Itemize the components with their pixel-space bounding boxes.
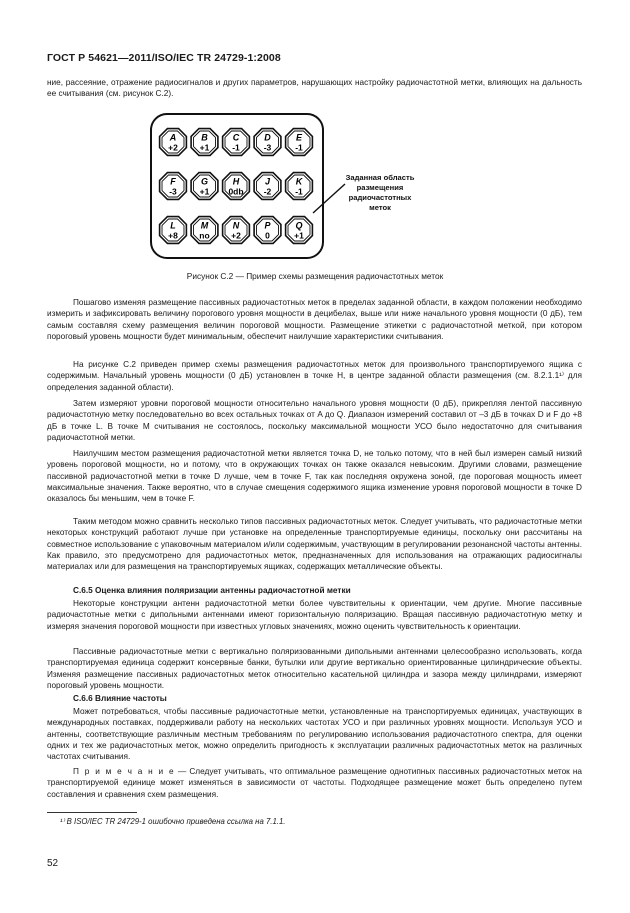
tag-threshold-value: -1 <box>295 186 303 197</box>
area-label-line-4: меток <box>369 203 391 212</box>
tag-threshold-value: 0db <box>228 186 244 197</box>
paragraph-4: Наилучшим местом размещения радиочастотной метки является точка D, не только потому, что в ней был измерен самый низкий уровень пороговой мощности, но и потому, что в окружающих точках он также оказался невысоким. Другими словами, размещение пассивной радиочастотной метки в точке D лучше, чем в точке F, так как последняя окружена зоной, где пороговая мощность имеет максимальные значения. Также вероятно, что в случае смещения содержимого ящика изменение уровня пороговой мощности в точке D оказалось бы меньшим, чем в точке F. <box>47 449 582 504</box>
tag-cell-B <box>191 129 218 156</box>
tag-letter: C <box>232 132 240 143</box>
tag-letter: F <box>170 176 176 187</box>
figure-c2 <box>149 112 469 262</box>
tag-threshold-value: -3 <box>169 186 177 197</box>
tag-threshold-value: +1 <box>294 230 304 241</box>
paragraph-5: Таким методом можно сравнить несколько типов пассивных радиочастотных меток. Следует учитывать, что радиочастотные метки некоторых конструкций работают лучше при установке на определенные транспортируемые единицы, поскольку они рассчитаны на совместное использование с упаковочным материалом и/или содержимым, участвующим в регулировании резонансной частоты антенны. Как правило, это предусмотрено для радиочастотных меток, предназначенных для использования на отражающих радиосигналы материалах или для размещения на транспортируемых ящиках, содержащих металлические объекты. <box>47 517 582 572</box>
tag-threshold-value: +8 <box>168 230 178 241</box>
tag-placement-diagram <box>149 112 469 262</box>
section-heading-c65: С.6.5 Оценка влияния поляризации антенны радиочастотной метки <box>73 586 351 595</box>
tag-cell-L <box>160 217 187 244</box>
tag-cell-A <box>160 129 187 156</box>
note-label: П р и м е ч а н и е <box>73 767 175 776</box>
tag-threshold-value: -3 <box>263 142 272 153</box>
tag-letter: E <box>295 132 303 143</box>
tag-letter: J <box>264 176 271 187</box>
document-header: ГОСТ Р 54621—2011/ISO/IEC TR 24729-1:2008 <box>47 52 281 64</box>
tag-threshold-value: +2 <box>231 230 241 241</box>
tag-threshold-value: +1 <box>199 142 210 153</box>
tag-cell-F <box>160 173 187 200</box>
tag-threshold-value: -1 <box>232 142 240 153</box>
tag-letter: D <box>264 132 271 143</box>
section-heading-c66: С.6.6 Влияние частоты <box>73 694 167 703</box>
tag-cell-J <box>254 173 281 200</box>
tag-letter: P <box>264 220 271 231</box>
area-label-line-2: размещения <box>356 183 404 192</box>
tag-cell-G <box>191 173 218 200</box>
tag-letter: L <box>170 220 176 231</box>
note-text: — Следует учитывать, что оптимальное размещение однотипных пассивных радиочастотных меток на транспортируемой единице может изменяться в зависимости от частоты. Подходящее размещение может быть определено путем составления и сравнения схем размещения. <box>47 767 582 799</box>
tag-threshold-value: -1 <box>295 142 303 153</box>
area-label-line-1: Заданная область <box>345 173 415 182</box>
note-paragraph <box>47 766 582 800</box>
tag-threshold-value: -2 <box>263 186 272 197</box>
tag-cell-P <box>254 217 281 244</box>
paragraph-2: На рисунке С.2 приведен пример схемы размещения радиочастотных меток для произвольного транспортируемого ящика с содержимым. Начальный уровень мощности (0 дБ) установлен в точке H, в центре заданной области размещения (см. 8.2.1.1¹⁾ для определения заданной области). <box>47 360 582 392</box>
tag-letter: A <box>169 132 177 143</box>
tag-letter: M <box>200 220 209 231</box>
tag-letter: G <box>200 176 209 187</box>
paragraph-1: Пошагово изменяя размещение пассивных радиочастотных меток в пределах заданной области, в каждом положении необходимо измерить и зафиксировать величину порогового уровня мощности в децибелах, выше или ниже начального уровня мощности (0 дБ), тем самым составляя схему размещения величин пороговой мощности. Размещение этикетки с радиочастотной меткой, при котором пороговый уровень мощности будет минимальным, обеспечит наилучшие характеристики считывания. <box>47 298 582 341</box>
tag-letter: K <box>295 176 303 187</box>
tag-letter: H <box>232 176 240 187</box>
tag-letter: Q <box>295 220 303 231</box>
tag-letter: N <box>232 220 240 231</box>
tag-threshold-value: no <box>199 230 210 241</box>
tag-cell-H <box>223 173 250 200</box>
tag-threshold-value: +1 <box>199 186 210 197</box>
tag-cell-C <box>223 129 250 156</box>
tag-threshold-value: +2 <box>168 142 178 153</box>
tag-letter: B <box>201 132 208 143</box>
tag-threshold-value: 0 <box>265 230 270 241</box>
tag-cell-Q <box>286 217 313 244</box>
footnote-divider <box>47 812 137 813</box>
paragraph-7: Пассивные радиочастотные метки с вертикально поляризованными дипольными антеннами целесообразно использовать, когда транспортируемая единица содержит консервные банки, бутылки или другие вертикально ориентированные цилиндрические объекты. Изменяя размещение пассивных радиочастотных меток относительно касательной цилиндра и зазора между цилиндрами, измеряют пороговый уровень мощности. <box>47 647 582 690</box>
area-label-line-3: радиочастотных <box>348 193 412 202</box>
page-number: 52 <box>47 858 59 869</box>
tag-cell-D <box>254 129 281 156</box>
intro-paragraph: ние, рассеяние, отражение радиосигналов и других параметров, нарушающих настройку радиочастотной метки, влияющих на дальность ее считывания (см. рисунок С.2). <box>47 78 582 99</box>
tag-cell-K <box>286 173 313 200</box>
tag-cell-N <box>223 217 250 244</box>
figure-caption: Рисунок С.2 — Пример схемы размещения радиочастотных меток <box>186 271 444 281</box>
paragraph-6: Некоторые конструкции антенн радиочастотной метки более чувствительны к ориентации, чем другие. Многие пассивные радиочастотные метки с дипольными антеннами имеют горизонтальную поляризацию. Вращая пассивную радиочастотную метку и измеряя значения пороговой мощности при известных угловых значениях, можно оценить чувствительность к ориентации. <box>47 599 582 631</box>
paragraph-3: Затем измеряют уровни пороговой мощности относительно начального уровня мощности (0 дБ), прикрепляя лентой пассивную радиочастотную метку последовательно во всех остальных точках от A до Q. Диапазон измерений составил от –3 дБ в точках D и F до +8 дБ в точке L. В точке M считывания не состоялось, поскольку максимальной мощности УСО было недостаточно для считывания радиочастотной метки. <box>47 399 582 442</box>
footnote: ¹⁾ В ISO/IEC TR 24729-1 ошибочно приведена ссылка на 7.1.1. <box>60 817 286 826</box>
tag-cell-E <box>286 129 313 156</box>
tag-cell-M <box>191 217 218 244</box>
paragraph-8: Может потребоваться, чтобы пассивные радиочастотные метки, установленные на транспортируемых единицах, участвующих в международных поставках, поддерживали работу на нескольких частотах УСО и при различных уровнях мощности. Используя УСО и антенны, соответствующие различным местным требованиям по регулированию использования радиочастотного спектра, для оценки одних и тех же радиочастотных меток, можно определить пригодность к эксплуатации различных радиочастотных меток на различных частотах считывания. <box>47 707 582 762</box>
